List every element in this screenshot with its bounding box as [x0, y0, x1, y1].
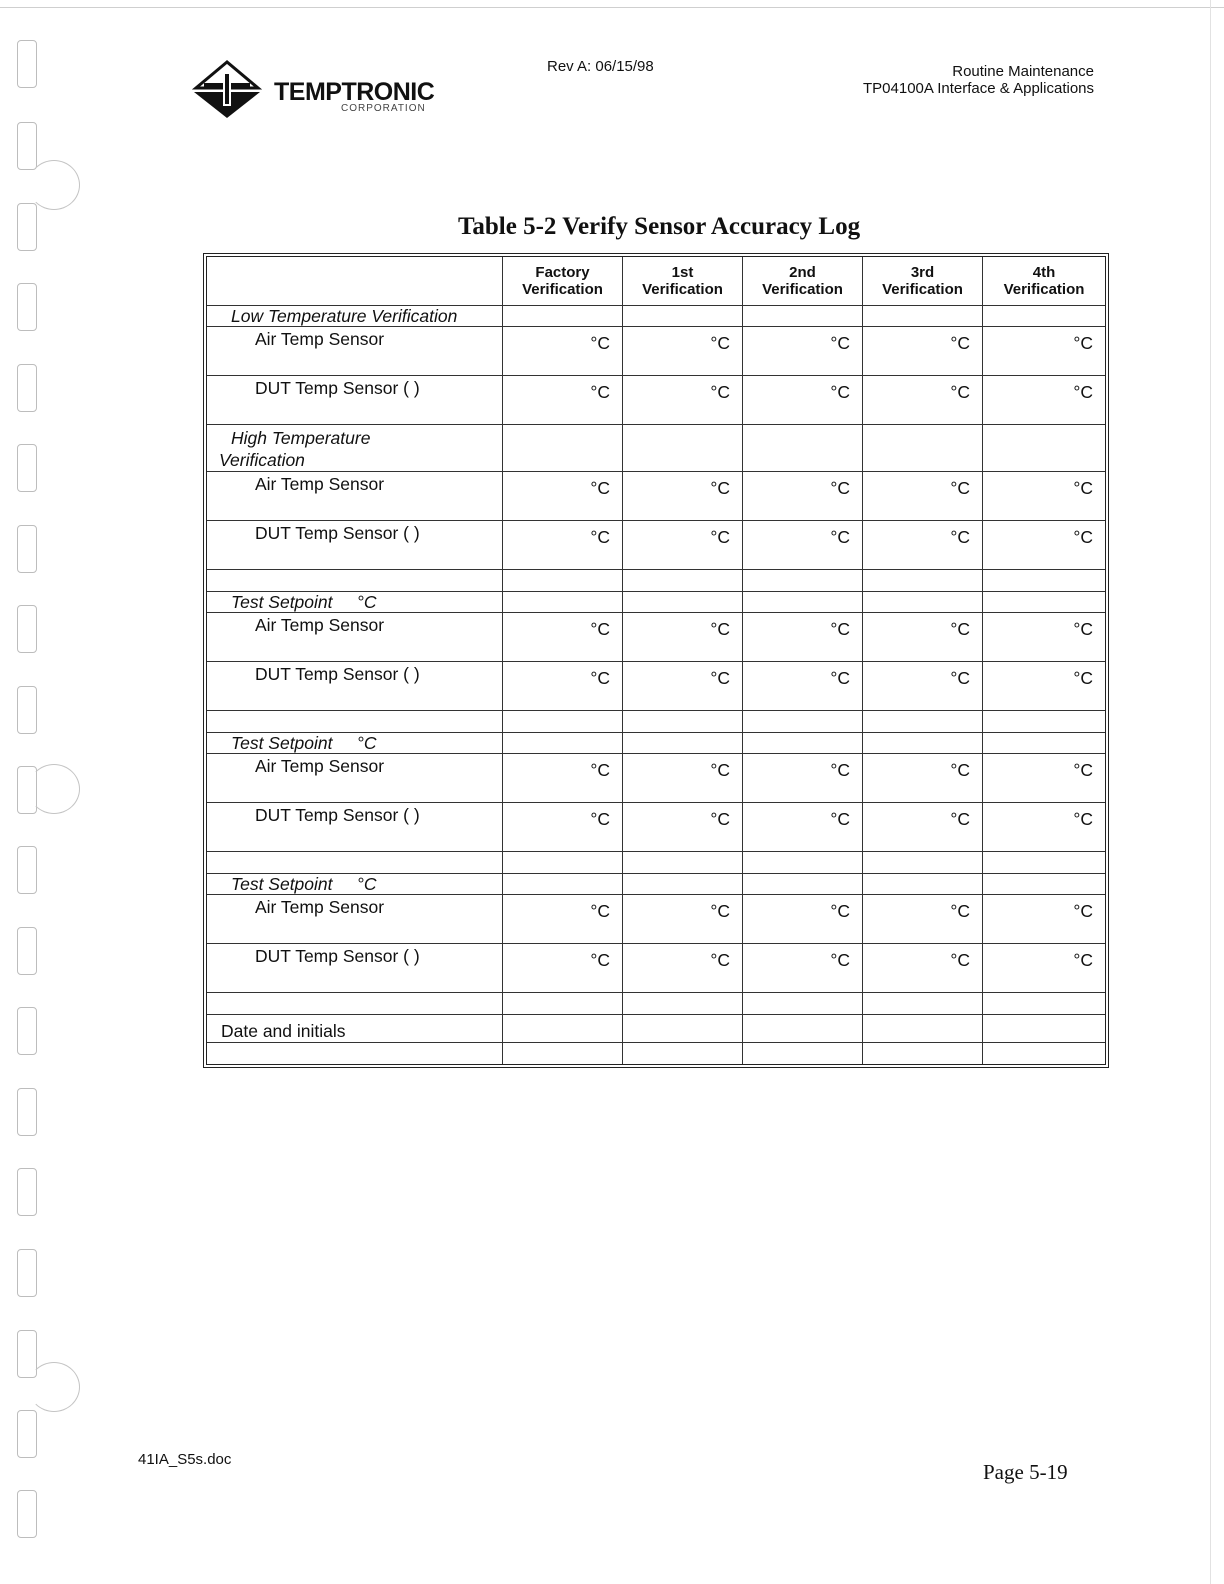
entry-cell-unit[interactable]: °C [503, 327, 623, 376]
table-row-air-temp [207, 895, 1105, 944]
blank-cell [207, 1043, 503, 1064]
entry-cell[interactable] [983, 306, 1105, 327]
entry-cell[interactable] [863, 592, 983, 613]
entry-cell-unit[interactable]: °C [863, 803, 983, 852]
entry-cell[interactable] [623, 592, 743, 613]
binder-hole [17, 40, 37, 88]
entry-cell-unit[interactable]: °C [983, 662, 1105, 711]
column-header-1st: 1st Verification [623, 257, 743, 306]
entry-cell[interactable] [503, 993, 623, 1015]
entry-cell[interactable] [863, 711, 983, 733]
entry-cell-unit[interactable]: °C [863, 662, 983, 711]
entry-cell[interactable] [983, 1043, 1105, 1064]
entry-cell[interactable] [623, 306, 743, 327]
row-label: Air Temp Sensor [207, 754, 503, 803]
binder-hole [17, 605, 37, 653]
section-label: Test Setpoint °C [207, 874, 503, 895]
entry-cell-unit[interactable]: °C [623, 376, 743, 425]
entry-cell-unit[interactable]: °C [983, 803, 1105, 852]
table-row-date-initials [207, 1015, 1105, 1043]
entry-cell[interactable] [503, 306, 623, 327]
row-label: DUT Temp Sensor ( ) [207, 803, 503, 852]
column-header-2nd: 2nd Verification [743, 257, 863, 306]
table-row-air-temp [207, 613, 1105, 662]
row-label: Air Temp Sensor [207, 327, 503, 376]
entry-cell[interactable] [983, 425, 1105, 472]
blank-cell [207, 852, 503, 874]
entry-cell-unit[interactable]: °C [623, 754, 743, 803]
entry-cell[interactable] [863, 852, 983, 874]
revision-date: Rev A: 06/15/98 [547, 58, 654, 75]
entry-cell[interactable] [503, 733, 623, 754]
entry-cell[interactable] [623, 733, 743, 754]
entry-cell-unit[interactable]: °C [743, 521, 863, 570]
page-number: Page 5-19 [983, 1460, 1068, 1484]
table-row-air-temp [207, 754, 1105, 803]
binder-hole [17, 122, 37, 170]
entry-cell[interactable] [743, 852, 863, 874]
entry-cell-unit[interactable]: °C [623, 803, 743, 852]
company-logo [192, 60, 442, 120]
entry-cell-unit[interactable]: °C [863, 754, 983, 803]
table-row-dut-temp [207, 521, 1105, 570]
file-name: 41IA_S5s.doc [138, 1451, 232, 1468]
entry-cell-unit[interactable]: °C [623, 613, 743, 662]
entry-cell[interactable] [503, 570, 623, 592]
section-label: Low Temperature Verification [207, 306, 503, 327]
entry-cell[interactable] [623, 570, 743, 592]
blank-cell [207, 570, 503, 592]
entry-cell[interactable] [503, 874, 623, 895]
entry-cell-unit[interactable]: °C [983, 613, 1105, 662]
entry-cell-unit[interactable]: °C [503, 521, 623, 570]
entry-cell[interactable] [623, 1015, 743, 1043]
entry-cell-unit[interactable]: °C [863, 376, 983, 425]
entry-cell-unit[interactable]: °C [623, 472, 743, 521]
entry-cell-unit[interactable]: °C [863, 895, 983, 944]
entry-cell[interactable] [983, 570, 1105, 592]
entry-cell-unit[interactable]: °C [743, 944, 863, 993]
entry-cell-unit[interactable]: °C [623, 662, 743, 711]
entry-cell[interactable] [503, 711, 623, 733]
entry-cell-unit[interactable]: °C [983, 944, 1105, 993]
binder-hole [17, 364, 37, 412]
entry-cell-unit[interactable]: °C [503, 754, 623, 803]
entry-cell-unit[interactable]: °C [743, 662, 863, 711]
entry-cell[interactable] [503, 425, 623, 472]
entry-cell[interactable] [983, 993, 1105, 1015]
entry-cell-unit[interactable]: °C [623, 895, 743, 944]
row-label-header [207, 257, 503, 306]
entry-cell[interactable] [983, 1015, 1105, 1043]
entry-cell[interactable] [503, 852, 623, 874]
entry-cell-unit[interactable]: °C [743, 376, 863, 425]
entry-cell[interactable] [863, 874, 983, 895]
entry-cell-unit[interactable]: °C [983, 472, 1105, 521]
entry-cell[interactable] [863, 993, 983, 1015]
binder-hole [17, 444, 37, 492]
entry-cell-unit[interactable]: °C [623, 327, 743, 376]
entry-cell-unit[interactable]: °C [503, 376, 623, 425]
section-row-high-temperature [207, 425, 1105, 472]
entry-cell[interactable] [743, 592, 863, 613]
entry-cell-unit[interactable]: °C [503, 895, 623, 944]
entry-cell-unit[interactable]: °C [863, 472, 983, 521]
entry-cell[interactable] [743, 711, 863, 733]
entry-cell-unit[interactable]: °C [983, 754, 1105, 803]
table-row-air-temp [207, 327, 1105, 376]
row-label: DUT Temp Sensor ( ) [207, 521, 503, 570]
table-row-air-temp [207, 472, 1105, 521]
entry-cell[interactable] [623, 993, 743, 1015]
entry-cell-unit[interactable]: °C [863, 613, 983, 662]
entry-cell[interactable] [863, 1015, 983, 1043]
section-label: Test Setpoint °C [207, 733, 503, 754]
binder-ring [28, 1362, 80, 1412]
entry-cell[interactable] [983, 711, 1105, 733]
entry-cell-unit[interactable]: °C [863, 521, 983, 570]
company-name: TEMPTRONIC [274, 78, 435, 106]
binder-hole [17, 927, 37, 975]
entry-cell-unit[interactable]: °C [503, 662, 623, 711]
section-title: Routine Maintenance [952, 63, 1094, 80]
entry-cell[interactable] [623, 874, 743, 895]
entry-cell[interactable] [863, 1043, 983, 1064]
entry-cell[interactable] [863, 570, 983, 592]
binder-hole [17, 846, 37, 894]
table-header-row [207, 257, 1105, 306]
blank-cell [207, 993, 503, 1015]
entry-cell[interactable] [743, 1015, 863, 1043]
section-label: Test Setpoint °C [207, 592, 503, 613]
entry-cell-unit[interactable]: °C [743, 613, 863, 662]
entry-cell[interactable] [983, 733, 1105, 754]
entry-cell-unit[interactable]: °C [863, 327, 983, 376]
section-row-test-setpoint [207, 733, 1105, 754]
row-label: DUT Temp Sensor ( ) [207, 376, 503, 425]
binder-hole [17, 1249, 37, 1297]
entry-cell[interactable] [743, 733, 863, 754]
row-label: DUT Temp Sensor ( ) [207, 944, 503, 993]
entry-cell[interactable] [983, 852, 1105, 874]
table-row-dut-temp [207, 376, 1105, 425]
entry-cell-unit[interactable]: °C [743, 472, 863, 521]
column-header-factory: Factory Verification [503, 257, 623, 306]
table-row-dut-temp [207, 803, 1105, 852]
entry-cell[interactable] [983, 592, 1105, 613]
document-title: TP04100A Interface & Applications [863, 80, 1094, 97]
binder-ring [28, 764, 80, 814]
entry-cell-unit[interactable]: °C [503, 472, 623, 521]
binder-hole [17, 1410, 37, 1458]
entry-cell[interactable] [503, 1043, 623, 1064]
entry-cell-unit[interactable]: °C [983, 895, 1105, 944]
blank-cell [207, 711, 503, 733]
entry-cell[interactable] [743, 306, 863, 327]
section-label: High Temperature Verification [207, 425, 503, 472]
row-label: DUT Temp Sensor ( ) [207, 662, 503, 711]
entry-cell-unit[interactable]: °C [983, 327, 1105, 376]
section-row-test-setpoint [207, 592, 1105, 613]
blank-row [207, 852, 1105, 874]
table-title: Table 5-2 Verify Sensor Accuracy Log [458, 213, 861, 240]
row-label: Date and initials [207, 1015, 503, 1043]
entry-cell[interactable] [623, 1043, 743, 1064]
page-top-edge [0, 7, 1224, 8]
binder-hole [17, 686, 37, 734]
column-header-3rd: 3rd Verification [863, 257, 983, 306]
entry-cell[interactable] [863, 306, 983, 327]
binder-hole [17, 203, 37, 251]
entry-cell-unit[interactable]: °C [743, 803, 863, 852]
binder-hole [17, 1088, 37, 1136]
binder-hole [17, 283, 37, 331]
row-label: Air Temp Sensor [207, 895, 503, 944]
entry-cell[interactable] [863, 425, 983, 472]
entry-cell[interactable] [743, 993, 863, 1015]
document-header [820, 63, 1094, 97]
binder-hole [17, 525, 37, 573]
sensor-accuracy-log-table [203, 253, 1109, 1068]
entry-cell[interactable] [863, 733, 983, 754]
table-row-dut-temp [207, 662, 1105, 711]
entry-cell-unit[interactable]: °C [503, 944, 623, 993]
binder-ring [28, 160, 80, 210]
temptronic-logo-icon [192, 60, 262, 120]
entry-cell[interactable] [623, 852, 743, 874]
section-row-test-setpoint [207, 874, 1105, 895]
binder-hole [17, 1490, 37, 1538]
entry-cell-unit[interactable]: °C [743, 895, 863, 944]
entry-cell-unit[interactable]: °C [743, 327, 863, 376]
entry-cell[interactable] [503, 592, 623, 613]
entry-cell-unit[interactable]: °C [983, 376, 1105, 425]
blank-row [207, 1043, 1105, 1064]
blank-row [207, 570, 1105, 592]
table-row-dut-temp [207, 944, 1105, 993]
entry-cell[interactable] [743, 570, 863, 592]
entry-cell[interactable] [743, 1043, 863, 1064]
page-right-edge [1210, 0, 1211, 1584]
blank-row [207, 993, 1105, 1015]
entry-cell-unit[interactable]: °C [623, 944, 743, 993]
entry-cell[interactable] [623, 711, 743, 733]
entry-cell[interactable] [743, 874, 863, 895]
entry-cell[interactable] [503, 1015, 623, 1043]
entry-cell-unit[interactable]: °C [863, 944, 983, 993]
row-label: Air Temp Sensor [207, 613, 503, 662]
entry-cell[interactable] [743, 425, 863, 472]
column-header-4th: 4th Verification [983, 257, 1105, 306]
entry-cell-unit[interactable]: °C [983, 521, 1105, 570]
entry-cell-unit[interactable]: °C [503, 803, 623, 852]
entry-cell-unit[interactable]: °C [623, 521, 743, 570]
binder-hole [17, 1168, 37, 1216]
row-label: Air Temp Sensor [207, 472, 503, 521]
entry-cell[interactable] [623, 425, 743, 472]
binder-hole [17, 1007, 37, 1055]
entry-cell-unit[interactable]: °C [503, 613, 623, 662]
section-row-low-temperature [207, 306, 1105, 327]
blank-row [207, 711, 1105, 733]
entry-cell-unit[interactable]: °C [743, 754, 863, 803]
company-subtitle: CORPORATION [341, 103, 426, 114]
entry-cell[interactable] [983, 874, 1105, 895]
